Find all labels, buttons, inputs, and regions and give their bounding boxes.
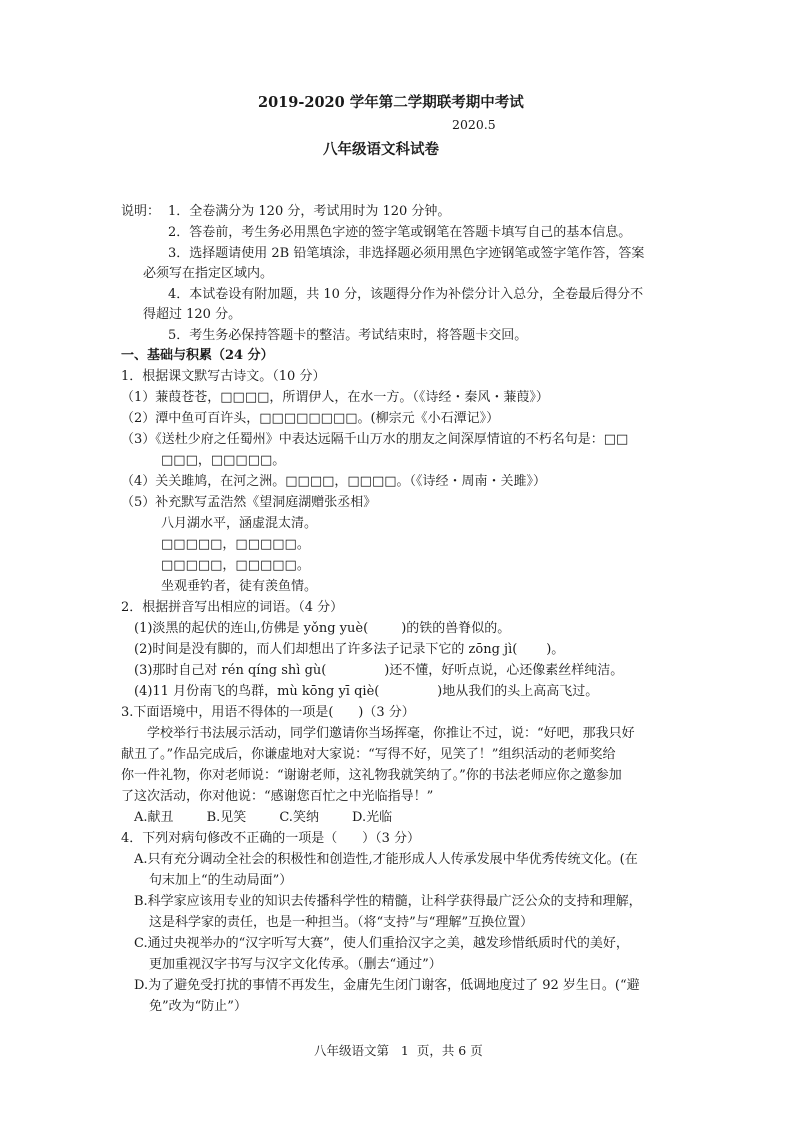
answer-options: A.献丑 B.见笑 C.笑纳 D.光临 [134, 810, 393, 825]
option-line: C.通过央视举办的“汉字听写大赛”，使人们重拾汉字之美，越发珍惜纸质时代的美好， [134, 936, 629, 951]
option-line: A.只有充分调动全社会的积极性和创造性,才能形成人人传承发展中华优秀传统文化。(在 [134, 852, 638, 867]
section-heading: 一、基础与积累（24 分） [121, 348, 274, 363]
question-line: （4）关关雎鸠，在河之洲。□□□□，□□□□。（《诗经・周南・关雎》） [121, 474, 547, 489]
question-line: (4)11 月份南飞的鸟群，mù kōng yī qiè( )地从我们的头上高高飞过。 [134, 684, 599, 699]
question-line: (1)淡黑的起伏的连山,仿佛是 yǒng yuè( )的铁的兽脊似的。 [134, 621, 511, 636]
question-line: □□□，□□□□□。 [161, 453, 286, 468]
question-line: （2）潭中鱼可百许头，□□□□□□□□。(柳宗元《小石潭记》） [121, 411, 500, 426]
instruction-line: 5．考生务必保持答题卡的整洁。考试结束时，将答题卡交回。 [168, 328, 528, 343]
poem-line: 坐观垂钓者，徒有羡鱼情。 [161, 579, 318, 594]
question-line: （3）《送杜少府之任蜀州》中表达远隔千山万水的朋友之间深厚情谊的不朽名句是：□□ [121, 432, 629, 447]
question-stem: 2．根据拼音写出相应的词语。（4 分） [121, 600, 344, 615]
option-line: 更加重视汉字书写与汉字文化传承。（删去“通过”） [149, 957, 442, 972]
question-line: (3)那时自己对 rén qíng shì gù( )还不懂，好听点说，心还像素丝样纯洁。 [134, 663, 624, 678]
instruction-line: 4．本试卷设有附加题，共 10 分，该题得分作为补偿分计入总分，全卷最后得分不 [168, 287, 644, 302]
page-footer: 八年级语文第 1 页，共 6 页 [314, 1043, 483, 1058]
poem-line: 八月湖水平，涵虚混太清。 [161, 516, 318, 531]
passage-line: 献丑了。”作品完成后，你谦虚地对大家说：“写得不好，见笑了！”组织活动的老师奖给 [121, 747, 616, 762]
poem-line: □□□□□，□□□□□。 [161, 558, 310, 573]
question-line: （5）补充默写孟浩然《望洞庭湖赠张丞相》 [121, 495, 377, 510]
option-line: D.为了避免受打扰的事情不再发生，金庸先生闭门谢客，低调地度过了 92 岁生日。(“避 [134, 978, 640, 993]
passage-line: 了这次活动，你对他说：“感谢您百忙之中光临指导！” [121, 789, 434, 804]
exam-title: 2019-2020 学年第二学期联考期中考试 [258, 94, 524, 111]
instruction-line: 3．选择题请使用 2B 铅笔填涂，非选择题必须用黑色字迹钢笔或签字笔作答，答案 [168, 246, 645, 261]
exam-subtitle: 八年级语文科试卷 [323, 141, 439, 158]
question-stem: 4．下列对病句修改不正确的一项是（ ）（3 分） [121, 831, 420, 846]
instruction-line: 必须写在指定区域内。 [143, 266, 274, 281]
instruction-line: 1．全卷满分为 120 分，考试用时为 120 分钟。 [168, 204, 451, 219]
instruction-line: 2．答卷前，考生务必用黑色字迹的签字笔或钢笔在答题卡填写自己的基本信息。 [168, 225, 632, 240]
question-stem: 3.下面语境中，用语不得体的一项是( )（3 分） [121, 705, 415, 720]
option-line: B.科学家应该用专业的知识去传播科学性的精髓，让科学获得最广泛公众的支持和理解， [134, 894, 642, 909]
instructions-label: 说明： [121, 204, 161, 219]
question-stem: 1．根据课文默写古诗文。（10 分） [121, 369, 326, 384]
passage-line: 你一件礼物，你对老师说：“谢谢老师，这礼物我就笑纳了。”你的书法老师应你之邀参加 [121, 768, 622, 783]
option-line: 句末加上“的生动局面”） [149, 873, 293, 888]
passage-line: 学校举行书法展示活动，同学们邀请你当场挥毫，你推让不过，说：“好吧，那我只好 [147, 726, 635, 741]
option-line: 这是科学家的责任，也是一种担当。（将“支持”与“理解”互换位置） [149, 915, 534, 930]
instruction-line: 得超过 120 分。 [143, 307, 242, 322]
exam-date: 2020.5 [452, 117, 496, 132]
option-line: 免”改为“防止”） [149, 999, 247, 1014]
question-line: （1）蒹葭苍苍，□□□□，所谓伊人，在水一方。（《诗经・秦风・蒹葭》） [121, 390, 549, 405]
poem-line: □□□□□，□□□□□。 [161, 537, 310, 552]
question-line: (2)时间是没有脚的，而人们却想出了许多法子记录下它的 zōng jì( )。 [134, 642, 565, 657]
